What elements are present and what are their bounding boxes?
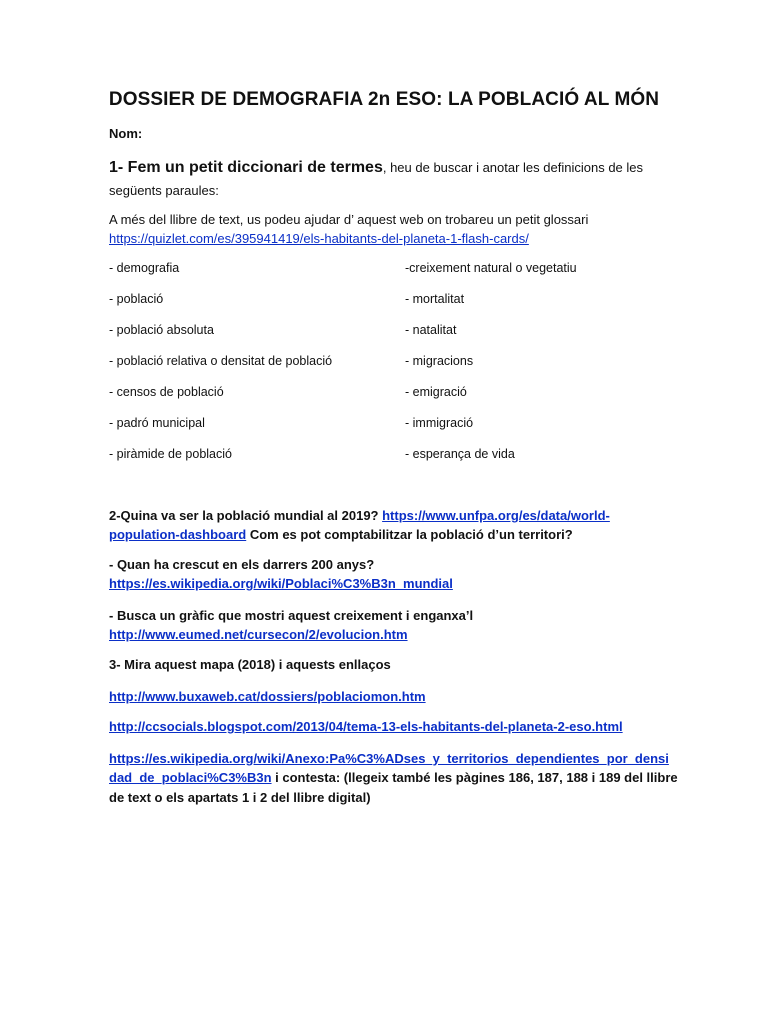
term-right-item: - migracions [405,354,474,368]
term-left-item: - població relativa o densitat de població [109,354,333,368]
section3-instruction: i contesta: (llegeix també les pàgines 186, 187, 188 i 189 del llibre [271,770,678,785]
unfpa-link-part1[interactable]: https://www.unfpa.org/es/data/world- [382,508,610,523]
wikipedia-population-link[interactable]: https://es.wikipedia.org/wiki/Poblaci%C3%B3n_mundial [109,576,453,591]
wikipedia-density-link-part1[interactable]: https://es.wikipedia.org/wiki/Anexo:Pa%C3%ADses_y_territorios_dependientes_por_densi [109,751,669,766]
name-label: Nom: [109,126,143,141]
wikipedia-density-link-line2 [109,770,678,786]
term-right-item: - esperança de vida [405,447,515,461]
term-left-item: - demografia [109,261,180,275]
section1-heading: 1- Fem un petit diccionari de termes [109,159,383,176]
term-right-item: - immigració [405,416,474,430]
quizlet-link[interactable]: https://quizlet.com/es/395941419/els-habitants-del-planeta-1-flash-cards/ [109,231,529,246]
eumed-link[interactable]: http://www.eumed.net/cursecon/2/evolucion.htm [109,627,408,642]
wikipedia-density-link-part2[interactable]: dad_de_poblaci%C3%B3n [109,770,272,785]
term-left-item: - censos de població [109,385,224,399]
section3-heading: 3- Mira aquest mapa (2018) i aquests enllaços [109,657,391,672]
wikipedia-population-link-line [109,576,453,592]
section2-question3: - Busca un gràfic que mostri aquest creixement i enganxa’l [109,608,474,623]
page-title: DOSSIER DE DEMOGRAFIA 2n ESO: LA POBLACIÓ AL MÓN [108,89,660,110]
wikipedia-density-link-line [109,751,669,767]
buxaweb-link-line [109,689,426,705]
question1-rest: Com es pot comptabilitzar la població d’un territori? [246,527,573,542]
term-left-item: - població absoluta [109,323,214,337]
eumed-link-line [109,627,408,643]
term-right-item: - emigració [405,385,467,399]
term-left-item: - població [109,292,164,306]
unfpa-link-part2[interactable]: population-dashboard [109,527,247,542]
section3-instruction-line2: de text o els apartats 1 i 2 del llibre digital) [109,790,371,805]
term-right-item: - mortalitat [405,292,465,306]
term-left-item: - piràmide de població [109,447,232,461]
ccsocials-link-line [109,719,623,735]
quizlet-link-line [109,231,529,247]
section1-heading-line [109,160,643,176]
buxaweb-link[interactable]: http://www.buxaweb.cat/dossiers/poblaciomon.htm [109,689,426,704]
section2-question1-line2 [109,527,573,543]
term-right-item: -creixement natural o vegetatiu [405,261,577,275]
ccsocials-link[interactable]: http://ccsocials.blogspot.com/2013/04/tema-13-els-habitants-del-planeta-2-eso.html [109,719,623,734]
question1-text: 2-Quina va ser la població mundial al 2019? [109,508,383,523]
section2-question2: - Quan ha crescut en els darrers 200 anys? [109,557,375,572]
term-left-item: - padró municipal [109,416,205,430]
section1-intro: A més del llibre de text, us podeu ajudar d’ aquest web on trobareu un petit glossari [109,212,589,227]
section1-heading-rest: , heu de buscar i anotar les definicions de les [382,160,644,175]
term-right-item: - natalitat [405,323,457,337]
section2-question1 [109,508,610,524]
section1-heading-line2: següents paraules: [109,183,219,198]
